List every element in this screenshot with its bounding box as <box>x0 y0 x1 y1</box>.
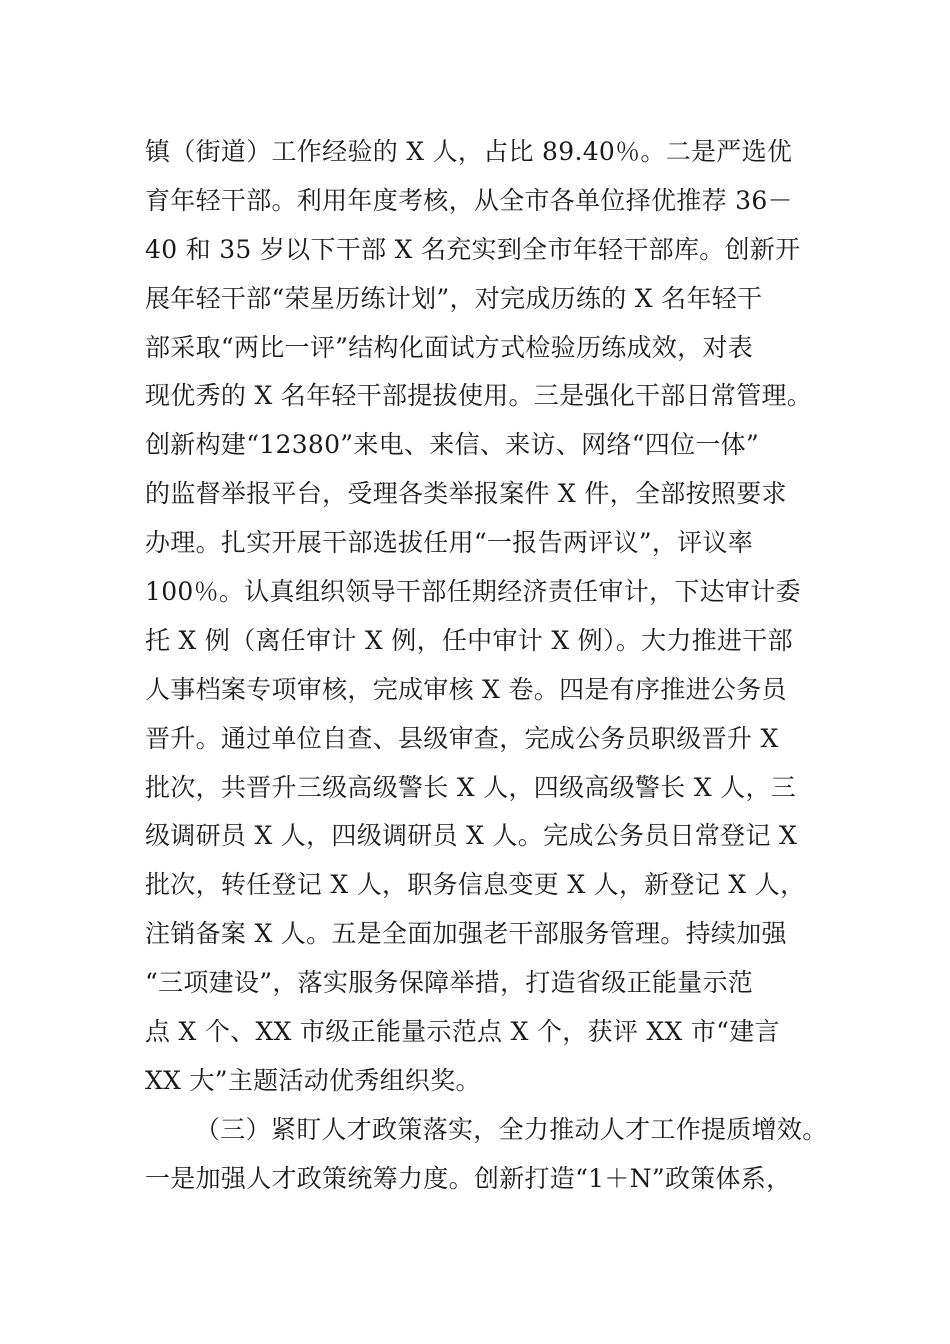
text-line-14: 批次，共晋升三级高级警长 X 人，四级高级警长 X 人，三 <box>145 772 797 802</box>
section-heading-3: （三）紧盯人才政策落实，全力推动人才工作提质增效。 <box>195 1114 828 1144</box>
text-line-9: 办理。扎实开展干部选拔任用“一报告两评议”，评议率 <box>145 528 754 558</box>
text-line-4: 展年轻干部“荣星历练计划”，对完成历练的 X 名年轻干 <box>145 283 763 313</box>
text-line-8: 的监督举报平台，受理各类举报案件 X 件，全部按照要求 <box>145 479 787 509</box>
text-line-7: 创新构建“12380”来电、来信、来访、网络“四位一体” <box>145 430 760 460</box>
text-line-19: 点 X 个、XX 市级正能量示范点 X 个，获评 XX 市“建言 <box>145 1017 780 1047</box>
text-line-22: 一是加强人才政策统筹力度。创新打造“1＋N”政策体系， <box>145 1163 792 1193</box>
text-line-16: 批次，转任登记 X 人，职务信息变更 X 人，新登记 X 人， <box>145 870 806 900</box>
text-line-6: 现优秀的 X 名年轻干部提拔使用。三是强化干部日常管理。 <box>145 381 813 411</box>
text-line-12: 人事档案专项审核，完成审核 X 卷。四是有序推进公务员 <box>145 674 787 704</box>
text-line-13: 晋升。通过单位自查、县级审查，完成公务员职级晋升 X <box>145 723 779 753</box>
text-line-10: 100％。认真组织领导干部任期经济责任审计，下达审计委 <box>145 577 801 607</box>
text-line-11: 托 X 例（离任审计 X 例，任中审计 X 例）。大力推进干部 <box>145 625 793 655</box>
text-line-18: “三项建设”，落实服务保障举措，打造省级正能量示范 <box>145 968 754 998</box>
text-line-20: XX 大”主题活动优秀组织奖。 <box>145 1065 481 1095</box>
body-text <box>145 128 845 1204</box>
text-line-15: 级调研员 X 人，四级调研员 X 人。完成公务员日常登记 X <box>145 821 798 851</box>
text-line-17: 注销备案 X 人。五是全面加强老干部服务管理。持续加强 <box>145 919 787 949</box>
text-line-1: 镇（街道）工作经验的 X 人，占比 89.40％。二是严选优 <box>145 137 793 166</box>
text-line-2: 育年轻干部。利用年度考核，从全市各单位择优推荐 36－ <box>145 185 793 215</box>
text-line-5: 部采取“两比一评”结构化面试方式检验历练成效，对表 <box>145 332 754 362</box>
text-line-3: 40 和 35 岁以下干部 X 名充实到全市年轻干部库。创新开 <box>145 234 801 264</box>
